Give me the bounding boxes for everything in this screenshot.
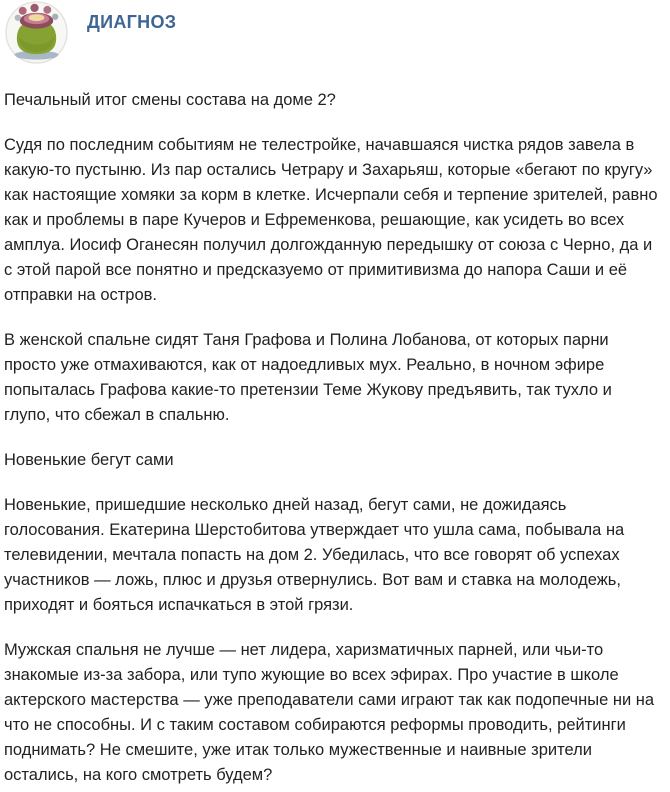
post-paragraph: Судя по последним событиям не телестройке, начавшаяся чистка рядов завела в какую-то пустыню. Из пар остались Четрару и Захарьяш, которые «бегают по кругу» как настоящие хомяки за корм в клетке. Исчерпали себя и терпение зрителей, равно как и проблемы в паре Кучеров и Ефременкова, решающие, как усидеть во всех амплуа. Иосиф Оганесян получил долгожданную передышку от союза с Черно, да и с этой парой все понятно и предсказуемо от примитивизма до напора Саши и её отправки на остров.: [4, 136, 658, 304]
post-paragraph-intro: Печальный итог смены состава на доме 2?: [4, 91, 336, 109]
post-paragraph: В женской спальне сидят Таня Графова и Полина Лобанова, от которых парни просто уже отмахиваются, как от надоедливых мух. Реально, в ночном эфире попыталась Графова какие-то претензии Теме Жукову предъявить, так тухло и глупо, что сбежал в спальню.: [4, 331, 612, 424]
cake-avatar-icon: [5, 1, 68, 64]
post-header: [0, 0, 670, 66]
post-paragraph: Мужская спальня не лучше — нет лидера, харизматичных парней, или чьи-то знакомые из-за забора, или тупо жующие во всех эфирах. Про участие в школе актерского мастерства — уже преподаватели сами играют так как подопечные ни на что не способны. И с таким составом собираются реформы проводить, рейтинги поднимать? Не смешите, уже итак только мужественные и наивные зрители остались, на кого смотреть будем?: [4, 641, 655, 784]
post-paragraph-subheading: Новенькие бегут сами: [4, 451, 174, 469]
community-avatar[interactable]: [5, 1, 68, 64]
community-name-link[interactable]: ДИАГНОЗ: [87, 12, 177, 32]
post-paragraph: Новенькие, пришедшие несколько дней назад, бегут сами, не дожидаясь голосования. Екатерина Шерстобитова утверждает что ушла сама, побывала на телевидении, мечтала попасть на дом 2. Убедилась, что все говорят об успехах участников — ложь, плюс и друзья отвернулись. Вот вам и ставка на молодежь, приходят и бояться испачкаться в этой грязи.: [4, 496, 625, 614]
post-text: [0, 66, 670, 788]
